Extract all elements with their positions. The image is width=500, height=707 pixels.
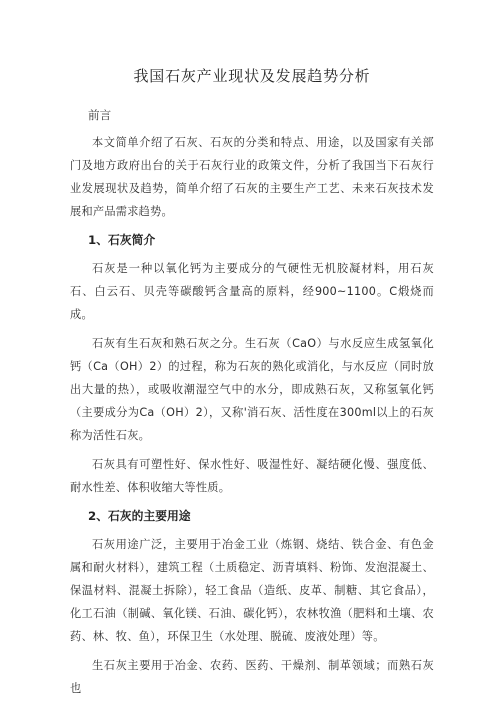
- section-2-paragraph-2: 生石灰主要用于冶金、农药、医药、干燥剂、制革领域；而熟石灰也: [70, 659, 434, 695]
- section-1-paragraph-1: 石灰是一种以氧化钙为主要成分的气硬性无机胶凝材料，用石灰石、白云石、贝壳等碳酸钙含量高的原料，经900~1100。C煅烧而成。: [70, 262, 434, 321]
- section-1-heading: 1、石灰简介: [88, 233, 156, 247]
- section-2-paragraph-1: 石灰用途广泛，主要用于冶金工业（炼钢、烧结、铁合金、有色金属和耐火材料），建筑工程（土质稳定、沥青填料、粉饰、发泡混凝土、保温材料、混凝土拆除），轻工食品（造纸、皮革、制糖、其它食品），化工石油（制碱、氧化镁、石油、碳化钙），农林牧渔（肥料和土壤、农药、林、牧、鱼），环保卫生（水处理、脱硫、废液处理）等。: [70, 538, 434, 643]
- preface-paragraph: 本文简单介绍了石灰、石灰的分类和特点、用途，以及国家有关部门及地方政府出台的关于石灰行业的政策文件，分析了我国当下石灰行业发展现状及趋势，简单介绍了石灰的主要生产工艺、未来石灰技术发展和产品需求趋势。: [70, 136, 434, 218]
- section-1-paragraph-2: 石灰有生石灰和熟石灰之分。生石灰（CaO）与水反应生成氢氧化钙（Ca（OH）2）的过程，称为石灰的熟化或消化，与水反应（同时放出大量的热），或吸收潮湿空气中的水分，即成熟石灰，又称氢氧化钙（主要成分为Ca（OH）2），又称'消石灰、活性度在300ml以上的石灰称为活性石灰。: [70, 337, 434, 442]
- document-title: 我国石灰产业现状及发展趋势分析: [133, 67, 371, 85]
- section-1-paragraph-3: 石灰具有可塑性好、保水性好、吸湿性好、凝结硬化慢、强度低、耐水性差、体积收缩大等性质。: [70, 458, 434, 494]
- section-2-heading: 2、石灰的主要用途: [88, 509, 191, 523]
- preface-label: 前言: [88, 108, 112, 122]
